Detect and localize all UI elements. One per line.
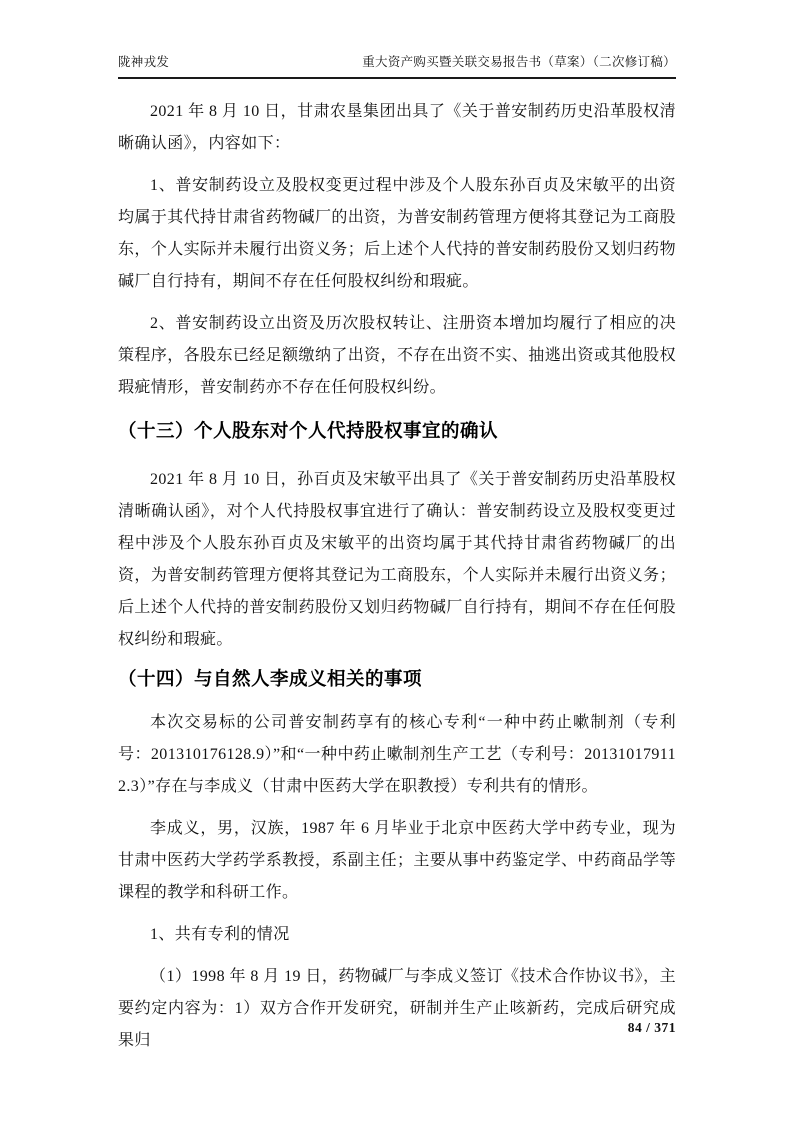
header-document-title: 重大资产购买暨关联交易报告书（草案）（二次修订稿） <box>362 55 676 69</box>
section-heading-13: （十三）个人股东对个人代持股权事宜的确认 <box>118 420 499 441</box>
paragraph-confirmation-item-1: 1、普安制药设立及股权变更过程中涉及个人股东孙百贞及宋敏平的出资均属于其代持甘肃省药物碱厂的出资，为普安制药管理方便将其登记为工商股东，个人实际并未履行出资义务；后上述个人代持的普安制药股份又划归药物碱厂自行持有，期间不存在任何股权纠纷和瑕疵。 <box>118 177 676 290</box>
paragraph-core-patents: 本次交易标的公司普安制药享有的核心专利“一种中药止嗽制剂（专利号：201310176128.9）”和“一种中药止嗽制剂生产工艺（专利号：201310179112.3）”存在与李成义（甘肃中医药大学在职教授）专利共有的情形。 <box>118 714 676 795</box>
paragraph-confirmation-item-2: 2、普安制药设立出资及历次股权转让、注册资本增加均履行了相应的决策程序，各股东已经足额缴纳了出资，不存在出资不实、抽逃出资或其他股权瑕疵情形，普安制药亦不存在任何股权纠纷。 <box>118 315 676 396</box>
paragraph-technical-cooperation-agreement: （1）1998 年 8 月 19 日，药物碱厂与李成义签订《技术合作协议书》，主要约定内容为：1）双方合作开发研究，研制并生产止咳新药，完成后研究成果归 <box>118 968 676 1049</box>
paragraph-shared-patent-subheading: 1、共有专利的情况 <box>150 926 290 943</box>
document-body <box>118 79 676 1057</box>
page-footer <box>628 1020 676 1036</box>
section-heading-14: （十四）与自然人李成义相关的事项 <box>118 668 423 689</box>
paragraph-confirmation-letter-intro: 2021 年 8 月 10 日，甘肃农垦集团出具了《关于普安制药历史沿革股权清晰确认函》，内容如下： <box>118 103 676 152</box>
page-header <box>118 0 676 79</box>
page-number: 84 / 371 <box>627 1020 676 1035</box>
header-company-name: 陇神戎发 <box>118 55 170 69</box>
paragraph-individual-shareholder-confirmation: 2021 年 8 月 10 日，孙百贞及宋敏平出具了《关于普安制药历史沿革股权清晰确认函》，对个人代持股权事宜进行了确认：普安制药设立及股权变更过程中涉及个人股东孙百贞及宋敏平的出资均属于其代持甘肃省药物碱厂的出资，为普安制药管理方便将其登记为工商股东，个人实际并未履行出资义务；后上述个人代持的普安制药股份又划归药物碱厂自行持有，期间不存在任何股权纠纷和瑕疵。 <box>118 471 676 648</box>
paragraph-li-chengyi-bio: 李成义，男，汉族，1987 年 6 月毕业于北京中医药大学中药专业，现为甘肃中医药大学药学系教授，系副主任；主要从事中药鉴定学、中药商品学等课程的教学和科研工作。 <box>118 820 676 901</box>
